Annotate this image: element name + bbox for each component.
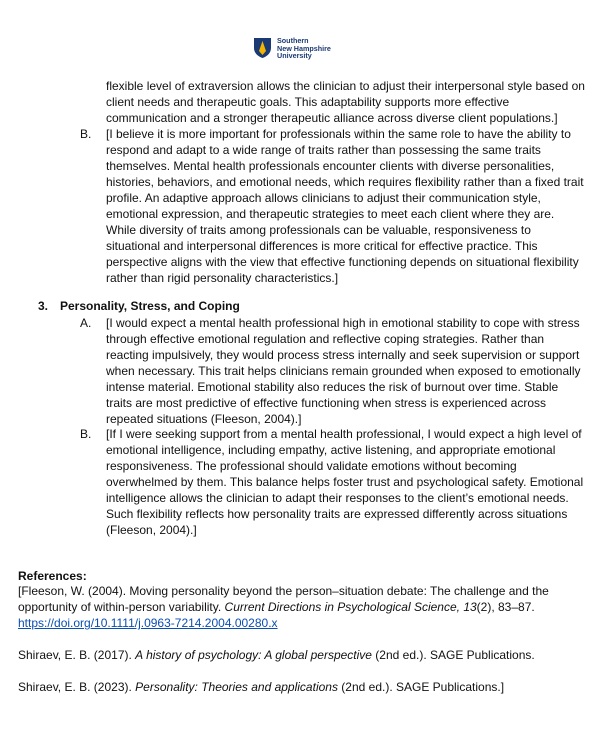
section2-item-b	[80, 126, 586, 286]
section-heading	[38, 298, 240, 314]
ref-text: Shiraev, E. B. (2023).	[18, 680, 136, 694]
item-text: [If I were seeking support from a mental health professional, I would expect a high level of emotional intelligence, including empathy, active listening, and appropriate emotional responsiveness. The professional should validate emotions without becoming overwhelmed by them. This balance helps foster trust and psychological safety. Emotional intelligence allows the clinician to adapt their responses to the client’s emotional needs. Such flexibility reflects how personality traits are expressed differently across situations (Fleeson, 2004).]	[106, 427, 584, 537]
ref-text: [Fleeson, W. (2004). Moving personality beyond the person–situation debate: The challenge and the opportunity of within-person variability.	[18, 584, 549, 614]
university-shield-icon	[253, 37, 272, 59]
section-number: 3.	[38, 299, 49, 313]
item-text: [I would expect a mental health professional high in emotional stability to cope with stress through effective emotional regulation and reflective coping strategies. Rather than reacting impulsively, they would process stress internally and seek supervision or support when necessary. This trait helps clinicians remain grounded when exposed to emotionally intense material. Emotional stability also reduces the risk of burnout over time. Stable traits are most predictive of effective functioning when stress is experienced across repeated situations (Fleeson, 2004).]	[106, 316, 581, 426]
ref-text: (2nd ed.). SAGE Publications.	[371, 648, 535, 662]
doi-link[interactable]: https://doi.org/10.1111/j.0963-7214.2004.00280.x	[18, 616, 278, 630]
section3-item-a	[80, 315, 586, 427]
reference-fleeson	[18, 583, 593, 631]
section-title: Personality, Stress, and Coping	[60, 299, 240, 313]
logo-wordmark	[277, 37, 331, 60]
item-label: B.	[80, 427, 92, 441]
section3-item-b	[80, 426, 586, 538]
item-label: B.	[80, 127, 92, 141]
reference-shiraev-2017	[18, 647, 593, 663]
logo-line-3: University	[277, 51, 312, 60]
item-label: A.	[80, 316, 92, 330]
ref-text: Shiraev, E. B. (2017).	[18, 648, 136, 662]
logo-line-2: New Hampshire	[277, 43, 331, 53]
ref-text: (2nd ed.). SAGE Publications.]	[337, 680, 505, 694]
university-logo	[253, 37, 331, 60]
item-text: [I believe it is more important for professionals within the same role to have the ability to respond and adapt to a wide range of traits rather than possessing the same traits themselves. Mental health professionals encounter clients with diverse personalities, histories, behaviors, and emotional needs, which requires flexibility rather than a fixed trait profile. An adaptive approach allows clinicians to adjust their communication style, emotional expression, and therapeutic strategies to meet each client where they are. While diversity of traits among professionals can be valuable, responsiveness to situational and interpersonal differences is more critical for effective practice. This perspective aligns with the view that effective functioning depends on situational flexibility rather than rigid personality characteristics.]	[106, 127, 584, 285]
ref-title: Personality: Theories and applications	[135, 680, 338, 694]
continuation-paragraph: flexible level of extraversion allows the clinician to adjust their interpersonal style based on client needs and therapeutic goals. This adaptability supports more effective communication and a stronger therapeutic alliance across diverse client populations.]	[106, 79, 585, 125]
reference-shiraev-2023	[18, 679, 593, 695]
logo-line-1: Southern	[277, 36, 309, 45]
ref-journal: Current Directions in Psychological Science, 13	[224, 600, 477, 614]
ref-text: (2), 83–87.	[476, 600, 535, 614]
references-heading: References:	[18, 569, 87, 583]
ref-title: A history of psychology: A global perspective	[135, 648, 372, 662]
